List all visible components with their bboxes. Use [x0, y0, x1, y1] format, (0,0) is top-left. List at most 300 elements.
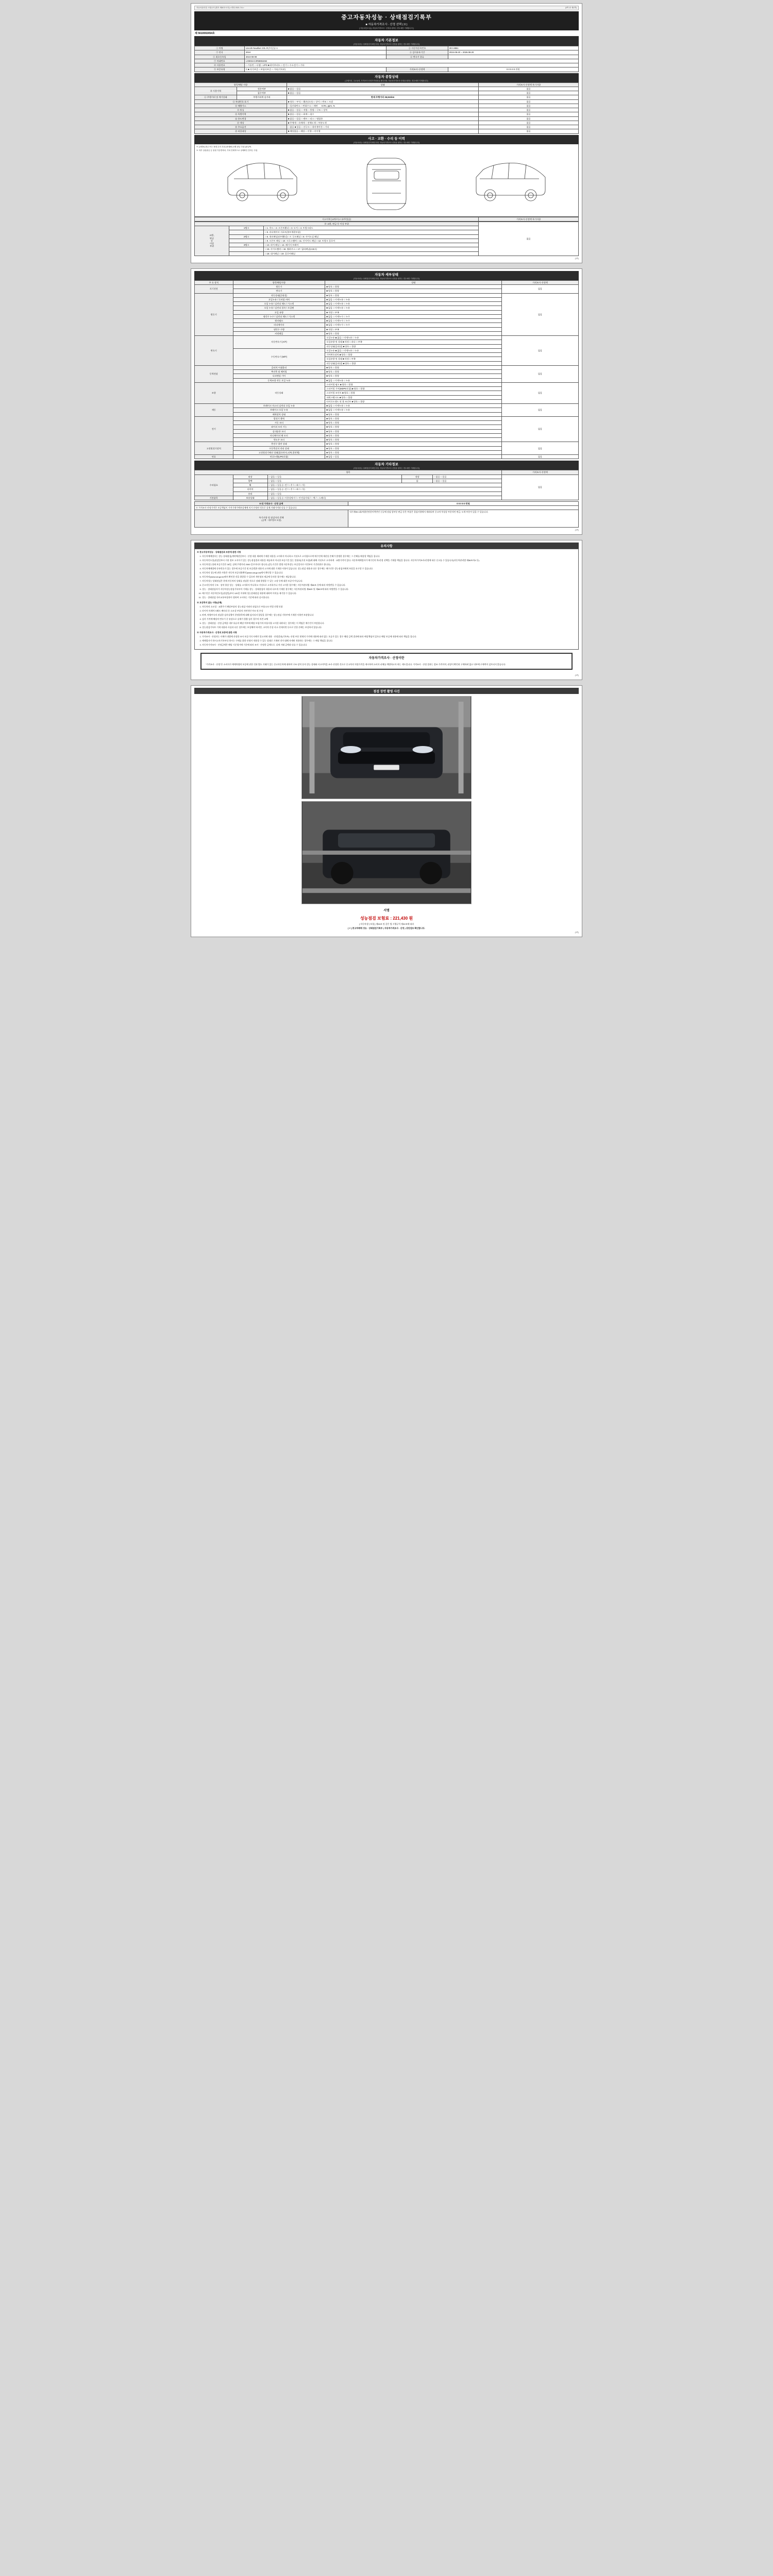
etc-label-tire: 타이어	[233, 487, 267, 492]
etc-col-price: 가격조사·산정액	[501, 470, 578, 474]
table-row	[195, 99, 579, 104]
detail-price-selfdiag: 없음	[501, 285, 578, 294]
table-row	[195, 129, 579, 133]
overall-note-recall: 없음	[479, 129, 579, 133]
list-item: 4. 검사 가격에 해당의 변속기 중 유상으로 실제가 불량 검사 경우의 의견 교체	[202, 618, 576, 621]
detail-item-elec-4: 라디에이터 팬 모터	[233, 433, 325, 437]
overall-note-odometer: 없음	[479, 95, 579, 99]
memo-sublabel-text: (금액 · 내부정보 포함)	[261, 518, 281, 521]
accident-note-label: 가격조사·산정액 특기사항	[479, 217, 579, 221]
detail-price-highvoltage: 없음	[501, 442, 578, 455]
overall-state-flood: ■ 없음 □ 있음	[287, 91, 479, 95]
detail-state-pt-2: ■ 양호 □ 불량	[325, 374, 502, 378]
detail-item-engine-1: 오일누유 / 로커암 커버	[233, 297, 325, 301]
etc-price-value: 없음	[501, 474, 578, 500]
notice-sec1-list	[202, 555, 576, 599]
basic-info-table	[194, 46, 579, 72]
detail-group-electric: 전기	[195, 416, 233, 442]
section-basic-title: 자동차 기본정보	[375, 39, 398, 42]
section-basic-subtitle: (자동차성능·상태점검자 확인사항, 자동차가격조사·산정을 원하는 경우에만 기재합니다)	[353, 43, 420, 45]
detail-col-state: 상태	[325, 280, 502, 284]
detail-state-engine-2: ■ 없음 □ 미세누유 □ 누유	[325, 302, 502, 306]
repair-items-3c: □ 18. 대시패널 □ 19. 플로어패널	[264, 251, 479, 256]
etc-state-interior: □ 없음 □ 있음	[432, 474, 501, 479]
detail-state-hv-2: ■ 양호 □ 불량	[325, 450, 502, 454]
etc-label-exterior: 외장	[233, 474, 267, 479]
overall-label-usage-change: ⑯ 용도변경	[195, 116, 287, 121]
etc-state-glass: □ 없음 □ 있음	[267, 492, 501, 496]
detail-state-at-1: 오일유량 및 상태 ■ 적정 □ 과다 □ 부족	[325, 340, 502, 344]
sheet-page-3	[191, 540, 582, 680]
detail-state-engine-6: ■ 없음 □ 미세누수 □ 누수	[325, 319, 502, 323]
table-row	[195, 63, 579, 67]
table-row	[195, 67, 579, 72]
sheet-page-4	[191, 685, 582, 937]
detail-col-price: 가격조사·산정액	[501, 280, 578, 284]
etc-state-tire: □ 없음 □ 있음 (□ 전 / □ 후 / □ 좌 / □ 우)	[267, 487, 501, 492]
section-etc-header	[194, 461, 579, 470]
inspection-photo-underbody	[301, 801, 472, 904]
detail-state-elec-2: ■ 양호 □ 불량	[325, 425, 502, 429]
detail-state-engine-8: ■ 적정 □ 부족	[325, 327, 502, 331]
detail-item-pt-3: 동력조향 작동 오일 누유	[233, 378, 325, 382]
basic-label-first-reg: ⑤ 최초등록일	[195, 55, 245, 59]
detail-state-elec-5: ■ 양호 □ 불량	[325, 438, 502, 442]
detail-state-mt-1: 기어변속장치 ■ 양호 □ 불량	[325, 353, 502, 357]
table-row	[195, 59, 579, 63]
table-row	[195, 104, 579, 108]
sheet3-footer: (3쪽)	[575, 674, 579, 677]
detail-item-mt: 수동변속기 (M/T)	[233, 348, 325, 365]
repair-items-3: □ 13. 리어 패널 □ 14. 패키지 트레이	[264, 243, 479, 247]
etc-state-room: □ 없음 □ 있음	[432, 479, 501, 483]
list-item: 3. 자동차가격조사 · 산정금액은 해당 기준평가에 기준에 따라 조사 · 산정한 금액으로, 실제 거래 금액과 다를 수 있습니다.	[202, 643, 576, 647]
list-item: 1. 가격조사 · 산정자는 사매가 내방에 산정한 조사 보증기의 사례가 불고지에 내용 · 산정결과(기록부)· 산정 부분 현재의 가격에 내용에 따라 없는 오류가 있는 경우 해당 금액 결과에 따라 배상책임이 있으나 해당 보증에 내용에 따라 책임을 집니다.	[202, 635, 576, 638]
page-subtitle: ■ 자동차가격조사 · 산정 선택 ( 0 )	[365, 23, 408, 26]
detail-state-steer-1: 스티어링 기어(MDPS포함) ■ 양호 □ 불량	[325, 387, 502, 391]
basic-value-price-estimate: 0 0 0 0 0 만원	[448, 67, 578, 72]
basic-label-vin: ⑦ 차대번호	[195, 59, 245, 63]
detail-price-brake: 없음	[501, 404, 578, 417]
etc-group-basic-items: 기본품목	[195, 496, 233, 500]
table-row	[195, 217, 579, 221]
detail-col-item: 항목/해당사항	[233, 280, 325, 284]
sheet-page-2	[191, 268, 582, 535]
repair-section-label: ⑳ 교환, 판금 등 이상 부위	[195, 222, 479, 226]
detail-item-hv-0: 충전구 절연 상태	[233, 442, 325, 446]
overall-label-color: ⑰ 색상	[195, 121, 287, 125]
basic-label-fuel: ⑧ 사용연료	[195, 63, 245, 67]
etc-label-glass: 유리	[233, 492, 267, 496]
total-price-note: ※ 가격조사·산정가격은 보증책임이 가격기재가액보상제에 의거 산정된 것으로 실제 거래가격과 다를 수 있습니다.	[195, 506, 579, 510]
overall-note-tuning: 없음	[479, 108, 579, 112]
overall-state-options: □ 없음 ■ 있음 □ 선루프 □ 내비게이션 □ 기타	[287, 125, 479, 129]
repair-rank-2: 2랭크	[229, 234, 264, 239]
table-header-row	[195, 82, 579, 87]
car-diagram-right-side	[472, 154, 549, 213]
section-accident-subtitle: (자동차성능·상태점검자 확인사항, 자동차가격조사·산정을 원하는 경우에만 기재합니다)	[353, 141, 420, 144]
overall-odometer-value: 현재 주행거리 36,941km	[287, 95, 479, 99]
section-accident-title: 사고 · 교환 · 수리 등 이력	[368, 137, 405, 141]
detail-price-steering: 없음	[501, 382, 578, 403]
overall-sub-odometer: 주행거리계 실거리	[237, 95, 287, 99]
overall-state-vin-mark: ■ 양호 □ 부식 □ 훼손(오손) □ 상이 □ 변조 □ 도말	[287, 99, 479, 104]
notice-sec2-list	[202, 605, 576, 629]
basic-value-vin: LX96NAC3RM853262	[244, 59, 578, 63]
detail-state-pt-1: ■ 양호 □ 불량	[325, 370, 502, 374]
detail-item-engine-9: 커먼레일	[233, 331, 325, 335]
table-row	[195, 404, 579, 408]
sheet1-footer: (3쪽)	[575, 257, 579, 260]
detail-item-brake-2: 배력장치 상태	[233, 412, 325, 416]
detail-state-hv-0: ■ 양호 □ 불량	[325, 442, 502, 446]
price-definition-box	[200, 653, 573, 670]
document-page	[0, 0, 773, 945]
document-title-bar	[194, 11, 579, 30]
repair-items-1: □ 1. 후드 □ 2. 프론트휀더 □ 3. 도어 □ 4. 트렁크리드	[264, 226, 479, 230]
insurance-fee-line	[194, 914, 579, 923]
repair-parts-table	[194, 222, 579, 256]
detail-state-hv-1: ■ 양호 □ 불량	[325, 446, 502, 450]
basic-value-first-reg: 2024-08-09	[244, 55, 386, 59]
detail-group-powertrain: 동력전달	[195, 365, 233, 382]
repair-items-2b: □ 9. 프론트 패널 □ 10. 크로스멤버 □ 11. 인사이드 패널 □ 12. 트렁크 플로어	[264, 239, 479, 243]
overall-state-recall: ■ 해당없음 □ 해당 □ 이행 □ 미이행	[287, 129, 479, 133]
section-detail-title: 자동차 세부상태	[375, 273, 398, 277]
repair-rank-column: 교환, 판금 등 이상 부위	[195, 226, 229, 256]
detail-state-brake-2: ■ 양호 □ 불량	[325, 412, 502, 416]
overall-note-usage-change: 없음	[479, 116, 579, 121]
detail-item-brake-1: 브레이크 오일 누유	[233, 408, 325, 412]
overall-label-tuning: ⑭ 튜닝	[195, 108, 287, 112]
detail-item-engine-5: 냉각수 누수 / 실린더 헤드 / 가스켓	[233, 314, 325, 318]
repair-items-3b: □ 15. 사이드멤버 □ 16. 휠하우스 □ 17. 필러패널(A,B,C)	[264, 247, 479, 251]
notice-sec1-title: ※ 중고자동차성능 · 상태점검과 보증에 관한 사항	[197, 551, 241, 554]
notice-sec3-list	[202, 635, 576, 647]
insurance-fee-label: 성능점검 보험료 :	[360, 916, 392, 921]
footer-note-2: [ Y ] 중고차매매 성능 · 상태점검기록부 ( 자동차가격조사 · 산정 ) 상단검토 확인합니다.	[348, 927, 425, 930]
notice-sec3-title: ※ 자동차가격조사 · 산정의 보증에 관한 사항	[197, 631, 237, 634]
inspection-photo-front	[301, 696, 472, 799]
table-row	[195, 293, 579, 297]
damage-legend-line2: ※ 하부 실링판금 등 용접 기준면에서, 기타 전체적으로 상태확인 못하는 부분	[196, 149, 258, 151]
table-row	[195, 46, 579, 50]
detail-group-brake: 제동	[195, 404, 233, 417]
overall-sub-total-loss: 전손여부	[237, 87, 287, 91]
list-item: 2. 자동차인도일(점검일부터 거짓 정보 고지이기 있는 성능점검결과 내용을 제공하지 아니한 보증기간 있는 불합리(거짓 포함)에 대해 거짓으로 고지하게 · 교환가격이 있다. 자동차매매업자가 매수인의 차/산정 선택을 기재함 책임을 집니다. 자동차가격조사/산정에 따른 신고를 수 있습니다(자동차관리법 제58조의4 등).	[202, 559, 576, 562]
car-diagram-left-side	[224, 154, 301, 213]
overall-emission-values: 0.0%, ppm, %	[321, 104, 335, 107]
overall-note-options: 없음	[479, 125, 579, 129]
basic-value-carname: Lincoln Nautilus 2.0L 0년어길류 1	[244, 46, 386, 50]
list-item: 8. 중고자동차의 구조 · 장치 항상 성능 · 상태를 고지하지 아니하고 거짓으로 고지하거나 거짓 고지한 경우에는 자동차관리법 제80조 등에 따라 처벌받을 수 있습니다.	[202, 584, 576, 587]
etc-label-possession: 보유상태	[233, 496, 267, 500]
overall-sub-flood: 침수여부	[237, 91, 287, 95]
detail-item-elec-1: 시동 모터	[233, 421, 325, 425]
overall-note-special: 없음	[479, 112, 579, 116]
list-item: 9. 성능 · 상태점검자가 자동차성능점검기록부의 기재를 성능 · 상태점검의 내용과 다르게 기재한 경우에는 자동차관리법 제58조 및 제80조에 따라 처벌받을 수 있습니다.	[202, 588, 576, 591]
detail-state-selfdiag-trans: ■ 양호 □ 불량	[325, 289, 502, 293]
notice-body	[194, 549, 579, 650]
overall-state-emission	[287, 104, 479, 108]
repair-rank-1: 1랭크	[229, 226, 264, 230]
damage-legend-line1: ※ (교환X) 판금 또는 용접 수리 부위 (용접W) 교환 판금 부위 (판금P)	[196, 145, 251, 148]
page-title-note: [ 자동차인도일( ) 자동차가격조사 · 산정을 원하는 경우에만 기재합니다 ]	[359, 27, 414, 29]
detail-item-steering: 작동상태	[233, 382, 325, 403]
detail-item-pt-1: 추진축 및 베어링	[233, 370, 325, 374]
detail-item-pt-0: 클러치 어셈블리	[233, 365, 325, 369]
overall-label-odometer: ⑪ 주행거리 및 계기상태	[195, 95, 237, 99]
etc-info-table	[194, 470, 579, 500]
car-diagram-top-view	[356, 154, 417, 213]
basic-value-fuel: □ 가솔린 □ 디젤 □ LPG ■ 하이브리드 □ 전기 □ 수소전기 □ 기타	[244, 63, 578, 67]
detail-item-elec-5: 윈도우 모터	[233, 438, 325, 442]
overall-note-vin-mark: 없음	[479, 99, 579, 104]
detail-state-brake-0: ■ 없음 □ 미세누유 □ 누유	[325, 404, 502, 408]
table-row	[195, 50, 579, 55]
table-row	[195, 108, 579, 112]
total-price-value: 0 0 0 0 0 만원	[348, 502, 579, 506]
table-row	[195, 222, 579, 226]
detail-item-engine-0: 작동상태(공회전)	[233, 293, 325, 297]
detail-state-selfdiag-engine: ■ 양호 □ 불량	[325, 285, 502, 289]
list-item: 5. 성능 · 상태점검 · 산정 금액을 내부 유류의 해당 여부에 해당 보험가치·부품사항 고지한 대비되는 경우에는 이 책임은 매수인이 부담합니다.	[202, 622, 576, 625]
section-etc-title: 자동차 기타정보	[375, 463, 398, 467]
detail-item-engine-3: 오일 누유 / 실린더 블록 / 오일팬	[233, 306, 325, 310]
detail-state-steer-4: 타이로드엔드 및 볼 조인트 ■ 양호 □ 불량	[325, 399, 502, 403]
table-row	[195, 510, 579, 528]
section-basic-header	[194, 37, 579, 46]
overall-label-recall: ⑲ 리콜대상	[195, 129, 287, 133]
detail-state-pt-0: ■ 양호 □ 불량	[325, 365, 502, 369]
table-row	[195, 285, 579, 289]
detail-group-transmission: 변속기	[195, 336, 233, 366]
etc-label-polish: 광택	[233, 479, 267, 483]
detail-group-engine: 원동기	[195, 293, 233, 336]
detail-item-engine-8: 냉각수 수량	[233, 327, 325, 331]
detail-item-hv-2: 고전원전기배선 상태(접속단자,피복,절연체)	[233, 450, 325, 454]
detail-item-elec-3: 실내송풍 모터	[233, 429, 325, 433]
sheet4-footer: (3쪽)	[575, 931, 579, 934]
table-row	[195, 442, 579, 446]
detail-state-at-0: 오일누유 ■ 없음 □ 미세누유 □ 누유	[325, 336, 502, 340]
detail-price-fuel: 없음	[501, 455, 578, 459]
section-notice-header: 유의사항	[194, 543, 579, 549]
detail-item-selfdiag-engine: 원동기	[233, 285, 325, 289]
detail-group-highvoltage: 고전원전기장치	[195, 442, 233, 455]
detail-state-engine-0: ■ 양호 □ 불량	[325, 293, 502, 297]
repair-rank-3c	[229, 251, 264, 256]
list-item: 6. 성능점검기록부 기재 내용과 사실과 다른 경우에는 보상해야 하지만, 고의적 손상·사고·천재지변 등으로 인한 손해는 보상하지 않습니다.	[202, 626, 576, 629]
detail-group-selfdiag: 자기진단	[195, 285, 233, 294]
sheet-page-1	[191, 3, 582, 263]
memo-label-text: 특기사항 및 점검자의 견해	[259, 516, 284, 519]
detail-state-steer-0: 스티어링 펌프 ■ 양호 □ 불량	[325, 382, 502, 386]
list-item: 6. 자동차의(www.car.go.kr)에서 확인한 것을 열람할 수 있으며 개인정보 제공에 동의한 경우에는 제공합니다.	[202, 575, 576, 579]
detail-state-at-2: 작동상태(공회전) ■ 양호 □ 불량	[325, 344, 502, 348]
detail-state-elec-0: ■ 양호 □ 불량	[325, 416, 502, 420]
table-row	[195, 506, 579, 510]
table-row	[195, 55, 579, 59]
section-overall-subtitle: (주행거리, 주요동력, 가격조사·산정가격차종류 확인사항, 자동차가격조사·산정을 원하는 경우에만 기재합니다)	[345, 79, 428, 82]
basic-label-platenumber: ② 자동차등록번호	[386, 46, 448, 50]
section-detail-header	[194, 271, 579, 280]
basic-label-price-estimate: 가격조사·산정액	[386, 67, 448, 72]
page-title: 중고자동차성능 · 상태점검기록부	[341, 14, 432, 21]
list-item: 11. 성능 · 상태점검 국토교통부장관이 정하여 고시하는 기준에 따라 실시합니다.	[202, 596, 576, 599]
detail-item-hv-1: 구동축전지 격리 상태	[233, 446, 325, 450]
overall-note-emission: 없음	[479, 104, 579, 108]
basic-value-inspection-period: 2024-08-20 ~ 2026-08-20	[448, 50, 578, 55]
total-price-label: 8 대 가격조사 · 산정 금액	[195, 502, 348, 506]
etc-label-wheel: 휠	[233, 483, 267, 487]
detail-item-engine-7: 라디에이터	[233, 323, 325, 327]
list-item: 3. 자동차성능상태 보증기간은 30일, 실매 주행거리 2000 킬로미터로 합니다 (성능기간은 발생 자동차성능 보증일자로 이것부터 기간단위로 합니다).	[202, 563, 576, 566]
overall-state-usage-change: ■ 없음 □ 있음 □ 렌트 □ 리스 □ 영업용	[287, 116, 479, 121]
list-item: 2. 매매업자가 하시고자기록부다 하시는 구매를 위한 산정이 적용할 수 있는 상태로 기재된 것이 대해 자세히 적용하는 경우에는 그 배상 책임을 집니다.	[202, 639, 576, 642]
overall-state-total-loss: ■ 없음 □ 있음	[287, 87, 479, 91]
form-topbar	[194, 6, 579, 10]
overall-note-flood: 없음	[479, 91, 579, 95]
table-row	[195, 455, 579, 459]
overall-state-color: ■ 무채색 □ 유채색 □ 전체도색 □ 부분도색	[287, 121, 479, 125]
overall-emission-checks: □ 일산화탄소 □ 탄화수소 □ 매연	[288, 104, 318, 107]
overall-note-total-loss: 없음	[479, 87, 579, 91]
price-definition-text: "가격조사 · 산정"은 소비자가 매매차량의 보증에 관한 것과 별도 거래가 있는 중고자동차에 대하여 구조·장치 등의 성능 상태와 사고이력을 조사·산정한 것으로 중고차의 적정가격을 제시하여 소비자 피해를 예방하고자 하는 제도입니다. 가격조사 · 산정 결과는 참조 가격이며, 권장이 확인된 구매하려 없고 내부에 구매력이 검토되지 않습니다.	[206, 663, 506, 666]
overall-label-options: ⑱ 주요옵션	[195, 125, 287, 129]
detail-state-pt-3: ■ 없음 □ 미세누유 □ 누유	[325, 378, 502, 382]
detail-state-elec-3: ■ 양호 □ 불량	[325, 429, 502, 433]
list-item: 1. 자동차의 소모성 · 교환주기 해당부품의 성능점검 이외의 점검으로 부품소모 변경 진행 포함	[202, 605, 576, 608]
basic-value-transmission	[448, 55, 578, 59]
etc-label-room: 룸	[402, 479, 433, 483]
basic-value-warranty: C ■ 자가보증 □ 보험사보증 □ 기타(기록부)	[244, 67, 386, 72]
list-item: 7. 자동차성능·상태점검은 현재 자동차의 상태를 점검한 것으로 장래 발생할 수 있는 고장 등에 대한 보증이 아닙니다.	[202, 580, 576, 583]
detail-state-engine-4: ■ 적정 □ 부족	[325, 310, 502, 314]
detail-item-at: 자동변속기 (A/T)	[233, 336, 325, 349]
sheet2-footer: (3쪽)	[575, 529, 579, 532]
repair-rank-3: 3랭크	[229, 243, 264, 247]
table-header-row	[195, 280, 579, 284]
signature-label: 서명	[383, 909, 390, 913]
table-header-row	[195, 470, 579, 474]
table-row	[195, 416, 579, 420]
detail-item-engine-2: 오일 누유 / 실린더 헤드 / 가스켓	[233, 302, 325, 306]
detail-price-powertrain: 없음	[501, 365, 578, 382]
overall-state-special: ■ 없음 □ 있음 □ 화재 □ 침수	[287, 112, 479, 116]
footer-note-1: [ 자동차성능보험 ] 제50조 및 같은 법 시행규칙 제32조에 따라	[359, 923, 414, 926]
detail-state-mt-2: 오일유량 및 상태 ■ 적정 □ 부족	[325, 357, 502, 361]
signature-row	[194, 906, 579, 914]
detail-state-engine-5: ■ 없음 □ 미세누수 □ 누수	[325, 314, 502, 318]
detail-item-selfdiag-trans: 변속기	[233, 289, 325, 293]
detail-item-engine-6: 워터펌프	[233, 319, 325, 323]
notice-sec2-title: ※ 보상하지 않는 사항(손해)	[197, 601, 222, 604]
overall-label-history: ⑩ 사용이력	[195, 87, 237, 95]
detail-col-device: 주 요 장치	[195, 280, 233, 284]
detail-state-fuel-0: ■ 없음 □ 있음	[325, 455, 502, 459]
section-etc-subtitle: (자동차성능·상태점검자 확인사항, 자동차가격조사·산정을 원하는 경우에만 기재합니다)	[353, 467, 420, 470]
detail-table-body	[195, 285, 579, 459]
detail-price-transmission: 없음	[501, 336, 578, 366]
overall-col-note: 가격조사·산정액 특기사항	[479, 82, 579, 87]
table-row	[195, 112, 579, 116]
etc-state-polish: □ 없음 □ 있음	[267, 479, 402, 483]
detail-state-mt-0: 오일누유 ■ 없음 □ 미세누유 □ 누유	[325, 348, 502, 352]
memo-label	[195, 510, 348, 528]
overall-label-special: ⑮ 특별이력	[195, 112, 287, 116]
table-row	[195, 365, 579, 369]
basic-value-year: 2024	[244, 50, 386, 55]
detail-state-mt-3: 작동상태(공회전) ■ 양호 □ 불량	[325, 361, 502, 365]
page-indicator: (3쪽 중 제1쪽)	[565, 7, 577, 9]
repair-rank-1b	[229, 230, 264, 234]
table-row	[195, 382, 579, 386]
overall-note-color: 없음	[479, 121, 579, 125]
repair-rank-2b	[229, 239, 264, 243]
detail-state-engine-7: ■ 없음 □ 미세누수 □ 누수	[325, 323, 502, 327]
detail-item-fuel-0: 연료누출(LPG포함)	[233, 455, 325, 459]
list-item: 3. 바퀴, 차량부속의 점검한 검사실행이 한정항목에 대해 검사되지 않았을 경우에는 성능점검 기록부에 기재한 사항만 보장합니다	[202, 614, 576, 617]
detail-price-electric: 없음	[501, 416, 578, 442]
detail-item-elec-0: 발전기 출력	[233, 416, 325, 420]
detail-item-brake-0: 브레이크 마스터 실린더 오일 누유	[233, 404, 325, 408]
detail-state-elec-4: ■ 양호 □ 불량	[325, 433, 502, 437]
basic-label-year: ③ 연식	[195, 50, 245, 55]
list-item: 2. 타이어·브레이크패드·배터리 등 소모성 부품의 자연적인 마모 및 손상	[202, 609, 576, 613]
list-item: 5. 자동차의 성능에 관한 사항은 자동차 보증내용확인(www.car.go.kr)에서 확인할 수 있습니다.	[202, 571, 576, 574]
overall-col-item: 항목/해당 사항	[195, 82, 287, 87]
price-definition-title: 자동차가격조사 · 산정이란	[368, 657, 405, 660]
overall-label-vin-mark: ⑫ 차대번호 표기	[195, 99, 287, 104]
table-row	[195, 336, 579, 340]
etc-state-wheel: □ 없음 □ 있음 (□ 전 / □ 후 / □ 좌 / □ 우)	[267, 483, 501, 487]
insurance-fee-value: 221,430 원	[393, 916, 413, 921]
section-overall-title: 자동차 종합상태	[375, 75, 398, 79]
list-item: 4. 자동차매매업에 등록번호가 있는 경우에 보증기간 및 보증범위·내용의 고지에 대한 기재한 사항이 있습니다. 성능점검 내용과 다른 경우에는 매수인은 성능점검자에게 보상을 요구할 수 있습니다.	[202, 567, 576, 570]
basic-label-warranty: ⑨ 보증유형	[195, 67, 245, 72]
table-row	[195, 474, 579, 479]
repair-items-2: □ 6. 쿼터패널(리어휀더) □ 7. 루프패널 □ 8. 사이드실 패널	[264, 234, 479, 239]
accident-history-table	[194, 217, 579, 222]
detail-state-brake-1: ■ 없음 □ 미세누유 □ 누유	[325, 408, 502, 412]
detail-state-elec-1: ■ 양호 □ 불량	[325, 421, 502, 425]
section-accident-header	[194, 135, 579, 144]
table-row	[195, 502, 579, 506]
table-row	[195, 121, 579, 125]
detail-state-engine-9: ■ 양호 □ 불량	[325, 331, 502, 335]
table-row	[195, 125, 579, 129]
detail-state-steer-2: 스티어링 조인트 ■ 양호 □ 불량	[325, 391, 502, 395]
form-code: 자동차관리법 시행규칙 [별지 제82호서식] <개정 2021.7.6.>	[196, 7, 244, 9]
section-photos-header: 점검 장면 촬영 사진	[194, 688, 579, 694]
repair-rank-3b	[229, 247, 264, 251]
basic-value-platenumber: 28도9861	[448, 46, 578, 50]
basic-label-transmission: ⑥ 변속기 종류	[386, 55, 448, 59]
table-row	[195, 87, 579, 91]
etc-label-interior: 내장	[402, 474, 433, 479]
total-price-table	[194, 501, 579, 528]
etc-state-exterior: □ 없음 □ 있음	[267, 474, 402, 479]
detail-state-table	[194, 280, 579, 460]
etc-group-repair-needed: 수리필요	[195, 474, 233, 496]
detail-price-engine: 없음	[501, 293, 578, 336]
car-diagram-group	[196, 153, 577, 215]
etc-col-item: 항목	[195, 470, 502, 474]
accident-history-label: 사고이력 (교차/사고 유/무있음)	[195, 217, 479, 221]
overall-col-state: 상태	[287, 82, 479, 87]
detail-state-engine-1: ■ 없음 □ 미세누유 □ 누유	[325, 297, 502, 301]
